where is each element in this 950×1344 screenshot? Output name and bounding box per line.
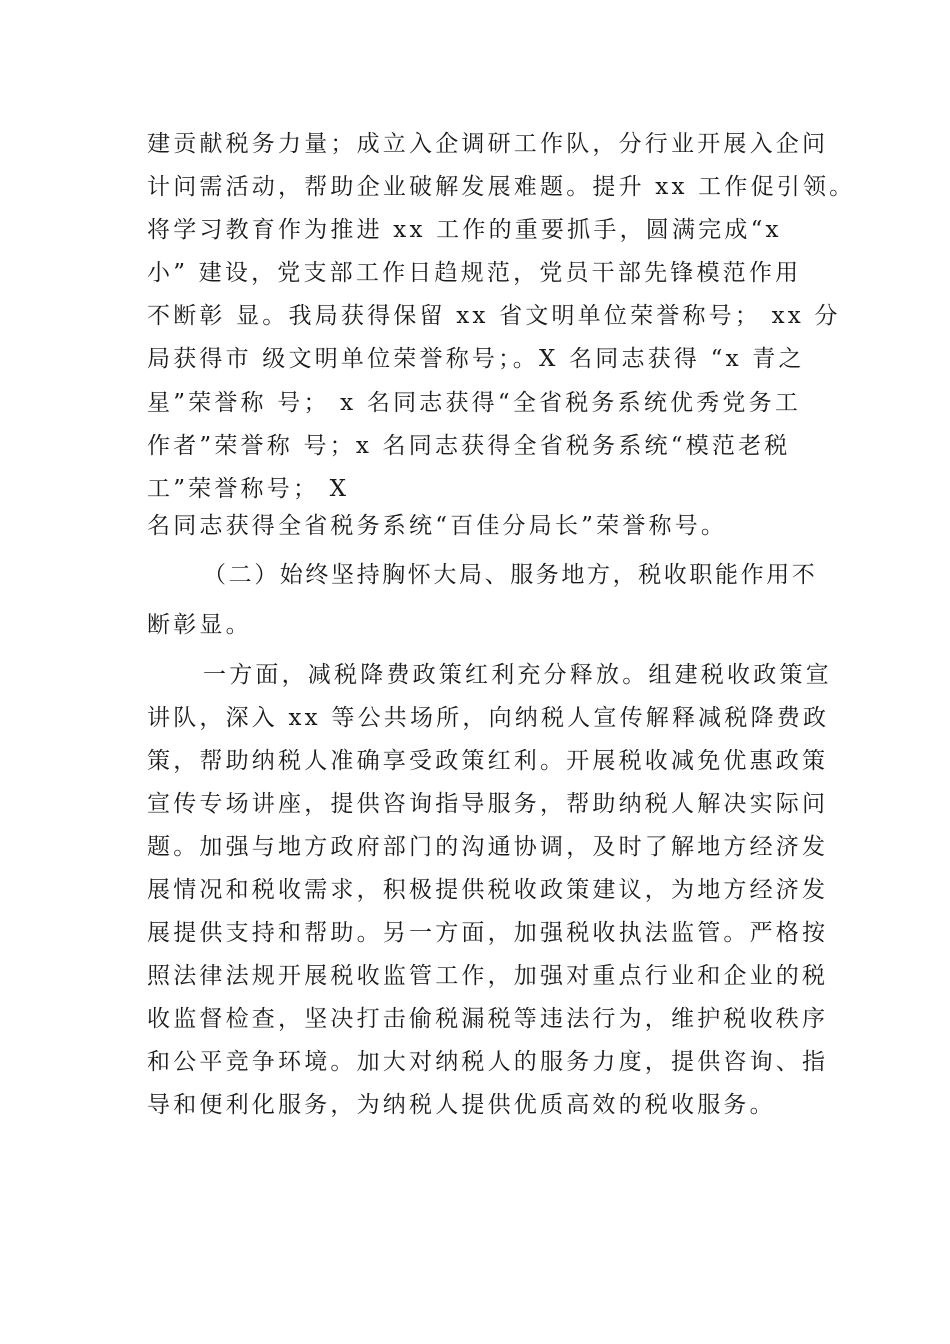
paragraph-line: 讲队，深入 xx 等公共场所，向纳税人宣传解释减税降费政 — [147, 705, 830, 731]
paragraph-line: 题。加强与地方政府部门的沟通协调，及时了解地方经济发 — [147, 834, 829, 860]
paragraph-line: 作者”荣誉称 号；x 名同志获得全省税务系统“模范老税 — [147, 433, 791, 459]
paragraph-line: 工”荣誉称号； X — [147, 476, 350, 502]
paragraph-line: 和公平竞争环境。加大对纳税人的服务力度，提供咨询、指 — [147, 1049, 829, 1075]
section-heading-cont: 断彰显。 — [147, 612, 252, 638]
paragraph-line: 将学习教育作为推进 xx 工作的重要抓手，圆满完成“x — [147, 217, 782, 243]
paragraph-line: 计问需活动，帮助企业破解发展难题。提升 xx 工作促引领。 — [147, 174, 856, 200]
paragraph-line: 展情况和税收需求，积极提供税收政策建议，为地方经济发 — [147, 877, 829, 903]
paragraph-line: 一方面，减税降费政策红利充分释放。组建税收政策宣 — [203, 662, 832, 688]
paragraph-line: 收监督检查，坚决打击偷税漏税等违法行为，维护税收秩序 — [147, 1006, 829, 1032]
paragraph-line: 名同志获得全省税务系统“百佳分局长”荣誉称号。 — [147, 513, 728, 539]
paragraph-line: 展提供支持和帮助。另一方面，加强税收执法监管。严格按 — [147, 920, 829, 946]
paragraph-line: 策，帮助纳税人准确享受政策红利。开展税收减免优惠政策 — [147, 748, 829, 774]
paragraph-line: 导和便利化服务，为纳税人提供优质高效的税收服务。 — [147, 1092, 776, 1118]
paragraph-line: 建贡献税务力量；成立入企调研工作队，分行业开展入企问 — [147, 131, 829, 157]
paragraph-line: 照法律法规开展税收监管工作，加强对重点行业和企业的税 — [147, 963, 829, 989]
paragraph-line: 小” 建设，党支部工作日趋规范，党员干部先锋模范作用 — [147, 260, 802, 286]
paragraph-line: 宣传专场讲座，提供咨询指导服务，帮助纳税人解决实际问 — [147, 791, 829, 817]
paragraph-line: 星”荣誉称 号； x 名同志获得“全省税务系统优秀党务工 — [147, 390, 802, 416]
section-heading: （二）始终坚持胸怀大局、服务地方，税收职能作用不 — [203, 562, 818, 588]
paragraph-line: 不断彰 显。我局获得保留 xx 省文明单位荣誉称号； xx 分 — [147, 303, 841, 329]
paragraph-line: 局获得市 级文明单位荣誉称号；。X 名同志获得 “x 青之 — [147, 346, 805, 372]
